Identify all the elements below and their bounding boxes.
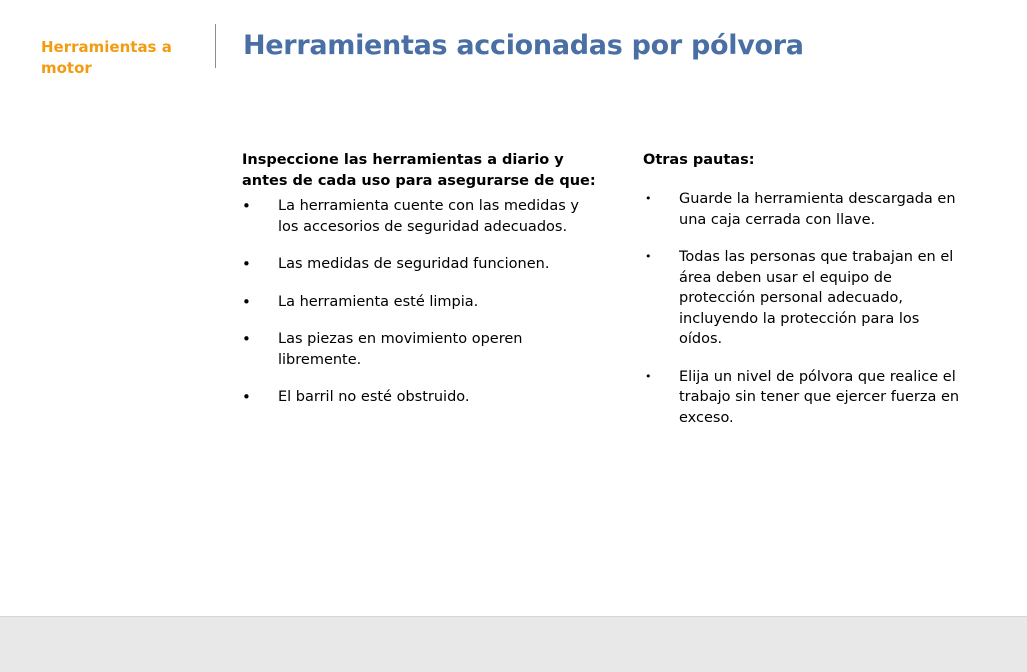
bullet-icon: •	[242, 330, 251, 348]
header-divider	[215, 24, 216, 68]
list-item-text: Guarde la herramienta descargada en una caja cerrada con llave.	[679, 191, 956, 228]
list-item-text: Todas las personas que trabajan en el área deben usar el equipo de protección personal adecuado, incluyendo la protección para los oídos.	[679, 249, 954, 347]
list-item	[242, 196, 602, 237]
footer-band	[0, 616, 1027, 672]
list-item	[643, 367, 963, 429]
list-item-text: Las medidas de seguridad funcionen.	[278, 256, 550, 272]
list-item	[242, 254, 602, 275]
guidelines-heading: Otras pautas:	[643, 152, 755, 168]
list-item	[242, 329, 602, 370]
list-item-text: Las piezas en movimiento operen libremente.	[278, 331, 523, 368]
list-item-text: El barril no esté obstruido.	[278, 389, 470, 405]
guidelines-column	[643, 150, 963, 445]
bullet-icon: •	[242, 388, 251, 406]
inspection-list	[242, 196, 602, 408]
list-item-text: La herramienta esté limpia.	[278, 293, 479, 310]
inspection-heading: Inspeccione las herramientas a diario y antes de cada uso para asegurarse de que:	[242, 152, 596, 189]
list-item	[242, 387, 602, 408]
list-item	[643, 247, 963, 350]
list-item-text: Elija un nivel de pólvora que realice el trabajo sin tener que ejercer fuerza en exceso.	[679, 368, 960, 426]
bullet-icon: •	[645, 192, 652, 205]
bullet-icon: •	[645, 250, 652, 263]
list-item	[242, 292, 602, 313]
guidelines-list	[643, 189, 963, 428]
section-label: Herramientas a motor	[41, 38, 172, 77]
list-item-text: La herramienta cuente con las medidas y los accesorios de seguridad adecuados.	[278, 198, 580, 235]
bullet-icon: •	[242, 255, 251, 273]
bullet-icon: •	[242, 197, 251, 215]
bullet-icon: •	[242, 292, 251, 311]
inspection-column	[242, 150, 602, 425]
page-title: Herramientas accionadas por pólvora	[243, 30, 804, 61]
bullet-icon: •	[645, 369, 652, 383]
list-item	[643, 189, 963, 230]
